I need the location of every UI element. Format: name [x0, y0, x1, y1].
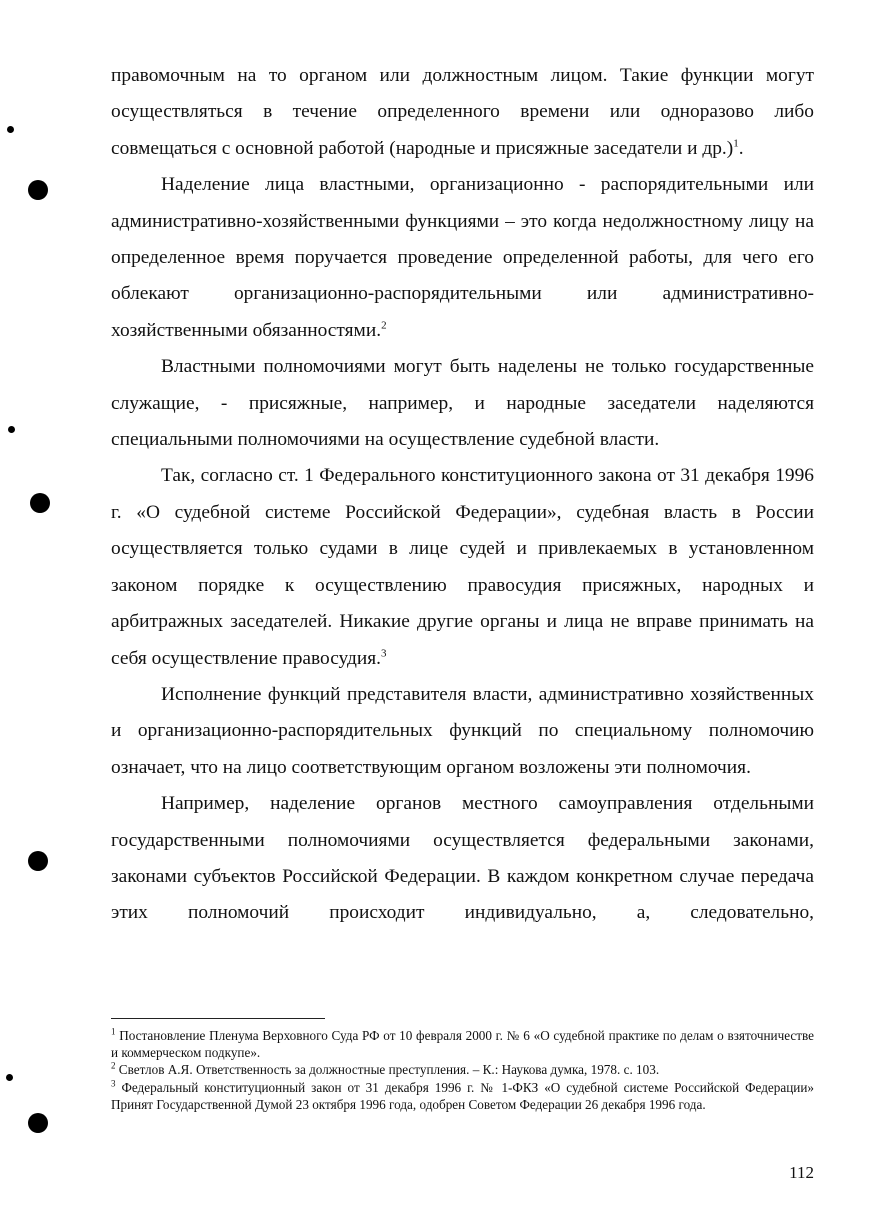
footnote [111, 1027, 814, 1061]
footnote-reference: 3 [381, 647, 387, 660]
binder-hole [28, 851, 48, 871]
paragraph [111, 677, 814, 786]
paragraph-text: . [738, 137, 744, 159]
footnote [111, 1061, 814, 1078]
footnote-text: Федеральный конституционный закон от 31 декабря 1996 г. № 1-ФКЗ «О судебной системе Российской Федерации» Принят Государственной Думой 23 октября 1996 года, одобрен Советом Федерации 26 декабря 1996 года. [111, 1079, 814, 1112]
binder-hole-mark [8, 426, 15, 433]
footnote-text: Постановление Пленума Верховного Суда РФ от 10 февраля 2000 г. № 6 «О судебной практике по делам о взяточничестве и коммерческом подкупе». [111, 1028, 814, 1061]
paragraph-text: Наделение лица властными, организационно - распорядительными или административно-хозяйственными функциями – это когда недолжностному лицу на определенное время поручается проведение определенной работы, для чего его облекают организационно-распорядительными или административно-хозяйственными обязанностями. [111, 174, 814, 341]
paragraph-text: правомочным на то органом или должностным лицом. Такие функции могут осуществляться в течение определенного времени или одноразово либо совмещаться с основной работой (народные и присяжные заседатели и др.) [111, 65, 814, 159]
paragraph [111, 167, 814, 349]
binder-hole [30, 493, 50, 513]
paragraph-text: Властными полномочиями могут быть наделены не только государственные служащие, - присяжные, например, и народные заседатели наделяются специальными полномочиями на осуществление судебной власти. [111, 356, 814, 451]
paragraph-text: Так, согласно ст. 1 Федерального конституционного закона от 31 декабря 1996 г. «О судебной системе Российской Федерации», судебная власть в России осуществляется только судами в лице судей и привлекаемых в установленном законом порядке к осуществлению правосудия присяжных, народных и арбитражных заседателей. Никакие другие органы и лица не вправе принимать на себя осуществление правосудия. [111, 465, 814, 669]
footnote [111, 1079, 814, 1113]
footnote-separator [111, 1018, 325, 1019]
footnotes [111, 1027, 814, 1113]
footnote-reference: 1 [733, 137, 739, 150]
paragraph [111, 349, 814, 458]
paragraph-text: Например, наделение органов местного самоуправления отдельными государственными полномочиями осуществляется федеральными законами, законами субъектов Российской Федерации. В каждом конкретном случае передача этих полномочий происходит индивидуально, а, следовательно, [111, 793, 814, 924]
footnote-mark: 2 [111, 1061, 116, 1072]
binder-hole [28, 1113, 48, 1133]
footnote-mark: 1 [111, 1026, 116, 1037]
binder-hole [28, 180, 48, 200]
footnote-reference: 2 [381, 319, 387, 332]
binder-hole-mark [7, 126, 14, 133]
paragraph [111, 458, 814, 676]
paragraph [111, 786, 814, 932]
footnote-text: Светлов А.Я. Ответственность за должностные преступления. – К.: Наукова думка, 1978. с. 103. [115, 1062, 660, 1078]
page-number: 112 [789, 1163, 814, 1182]
paragraph-text: Исполнение функций представителя власти, административно хозяйственных и организационно-распорядительных функций по специальному полномочию означает, что на лицо соответствующим органом возложены эти полномочия. [111, 683, 814, 778]
body-text [111, 58, 814, 932]
paragraph [111, 58, 814, 167]
footnote-mark: 3 [111, 1078, 116, 1089]
binder-hole-mark [6, 1074, 13, 1081]
